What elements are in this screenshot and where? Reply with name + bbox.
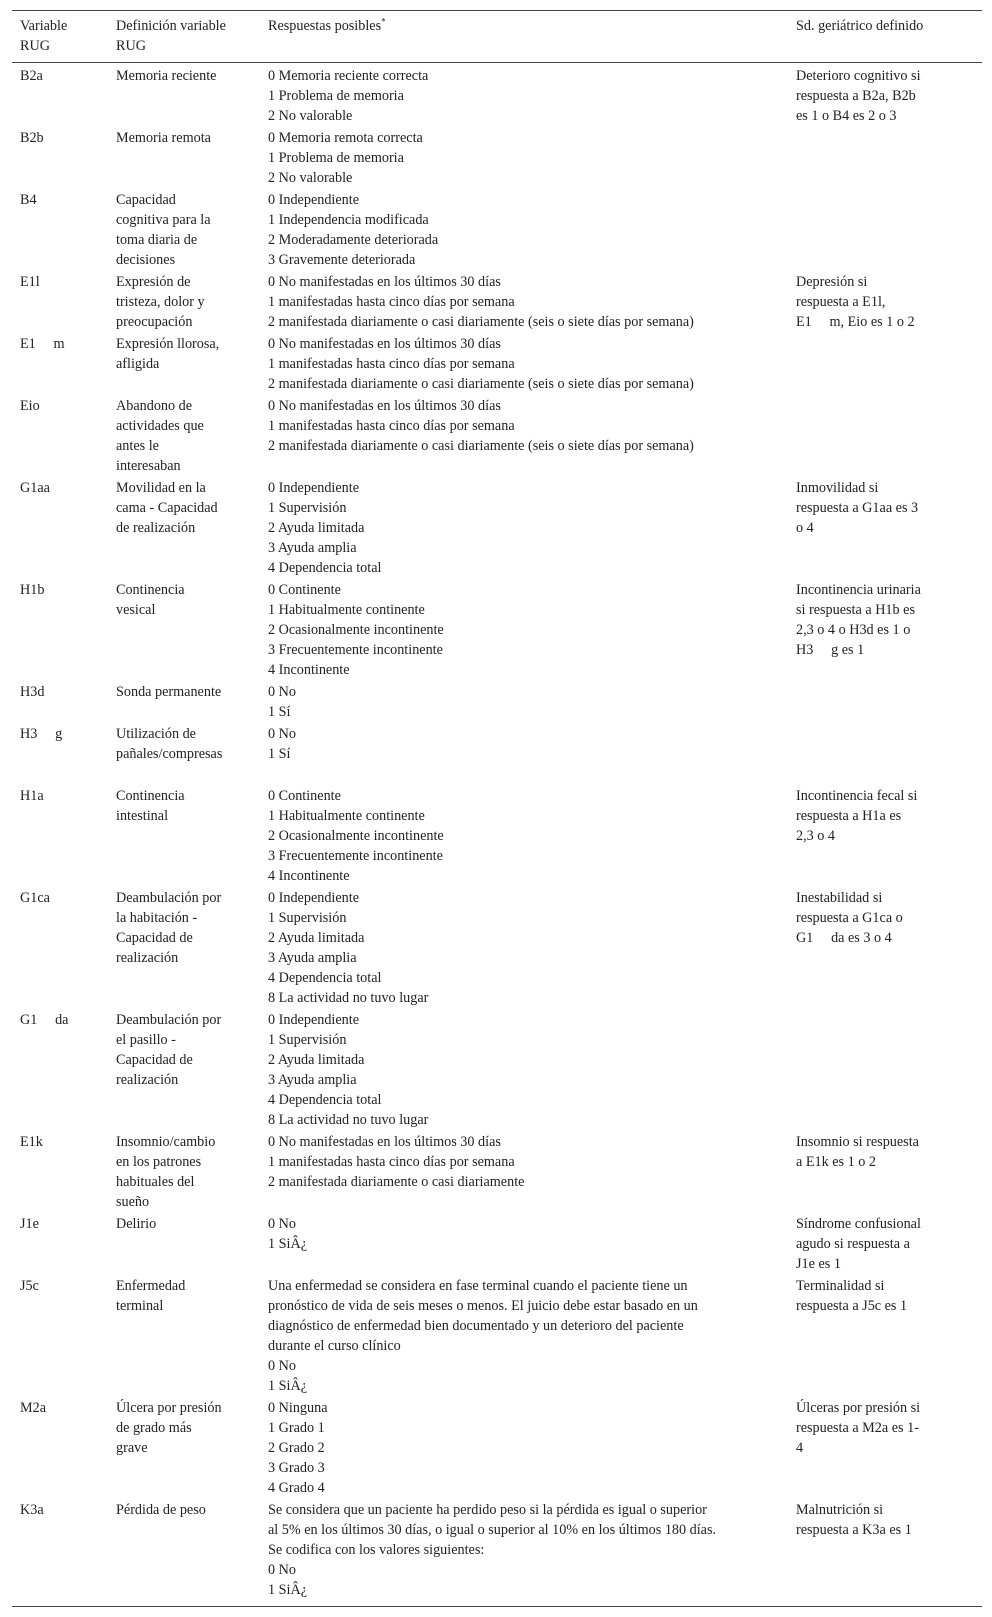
variable-definition-cell [108,333,260,395]
possible-responses-cell [260,333,788,395]
definition-line: terminal [116,1298,164,1314]
geriatric-syndrome-cell [788,1009,982,1131]
response-line: 1 SiÂ¿ [268,1378,308,1394]
rug-variables-table-container [12,10,982,1607]
syndrome-line: H3 g es 1 [796,642,865,658]
definition-line: realización [116,950,179,966]
variable-code: B4 [20,192,37,208]
variable-code-cell [12,395,108,477]
response-line: 1 Sí [268,746,291,762]
definition-line: Sonda permanente [116,684,222,700]
response-line: 1 Problema de memoria [268,88,404,104]
definition-line: Utilización de [116,726,196,742]
definition-line: Capacidad de [116,930,193,946]
response-line: 4 Grado 4 [268,1480,325,1496]
header-variable: Variable RUG [12,11,108,63]
definition-line: Deambulación por [116,1012,222,1028]
possible-responses-cell [260,271,788,333]
response-line: 0 Memoria reciente correcta [268,68,429,84]
variable-definition-cell [108,395,260,477]
definition-line: Movilidad en la [116,480,206,496]
table-row [12,1499,982,1607]
table-row [12,395,982,477]
response-line: 4 Incontinente [268,868,350,884]
variable-code-cell [12,1009,108,1131]
definition-line: de realización [116,520,196,536]
definition-line: Delirio [116,1216,157,1232]
response-line: 3 Grado 3 [268,1460,325,1476]
definition-line: Continencia [116,788,185,804]
variable-code: M2a [20,1400,47,1416]
variable-definition-cell [108,477,260,579]
syndrome-line: o 4 [796,520,814,536]
response-line: 0 Independiente [268,480,359,496]
syndrome-line: 4 [796,1440,804,1456]
variable-code-cell [12,189,108,271]
response-line: 3 Ayuda amplia [268,540,357,556]
possible-responses-cell [260,1213,788,1275]
geriatric-syndrome-cell [788,189,982,271]
response-line: 3 Gravemente deteriorada [268,252,416,268]
response-line: diagnóstico de enfermedad bien documentado y un deterioro del paciente [268,1318,684,1334]
syndrome-line: J1e es 1 [796,1256,841,1272]
response-line: 2 Ocasionalmente incontinente [268,622,444,638]
variable-code-cell [12,887,108,1009]
syndrome-line: es 1 o B4 es 2 o 3 [796,108,897,124]
geriatric-syndrome-cell [788,579,982,681]
definition-line: sueño [116,1194,150,1210]
variable-code: H3d [20,684,45,700]
response-line: 2 Ocasionalmente incontinente [268,828,444,844]
variable-code-cell [12,579,108,681]
response-line: 2 No valorable [268,108,353,124]
syndrome-line: Depresión si [796,274,868,290]
geriatric-syndrome-cell [788,477,982,579]
response-line: 0 Memoria remota correcta [268,130,423,146]
response-line: 0 Continente [268,582,341,598]
response-line: 0 No [268,684,296,700]
geriatric-syndrome-cell [788,333,982,395]
definition-line: Insomnio/cambio [116,1134,216,1150]
definition-line: cognitiva para la [116,212,211,228]
variable-code: H1a [20,788,44,804]
variable-code-cell [12,333,108,395]
variable-code-cell [12,1275,108,1397]
table-row [12,271,982,333]
header-definicion: Definición variable RUG [108,11,260,63]
syndrome-line: Inestabilidad si [796,890,883,906]
definition-line: vesical [116,602,156,618]
variable-definition-cell [108,189,260,271]
table-row [12,477,982,579]
variable-code: H1b [20,582,45,598]
response-line: Se considera que un paciente ha perdido peso si la pérdida es igual o superior [268,1502,707,1518]
response-line: 1 manifestadas hasta cinco días por semana [268,1154,515,1170]
definition-line: pañales/compresas [116,746,223,762]
geriatric-syndrome-cell [788,1275,982,1397]
syndrome-line: respuesta a G1ca o [796,910,903,926]
syndrome-line: Inmovilidad si [796,480,879,496]
response-line: 2 manifestada diariamente o casi diariamente (seis o siete días por semana) [268,314,694,330]
response-line: 2 Ayuda limitada [268,930,365,946]
syndrome-line: Terminalidad si [796,1278,885,1294]
response-line: 4 Incontinente [268,662,350,678]
variable-definition-cell [108,1009,260,1131]
variable-definition-cell [108,1397,260,1499]
geriatric-syndrome-cell [788,681,982,723]
syndrome-line: Malnutrición si [796,1502,884,1518]
variable-definition-cell [108,1499,260,1607]
response-line: pronóstico de vida de seis meses o menos. El juicio debe estar basado en un [268,1298,698,1314]
response-line: Se codifica con los valores siguientes: [268,1542,485,1558]
syndrome-line: Úlceras por presión si [796,1400,921,1416]
rug-variables-table [12,10,982,1607]
response-line: 1 Habitualmente continente [268,602,425,618]
variable-code-cell [12,681,108,723]
response-line: Una enfermedad se considera en fase terminal cuando el paciente tiene un [268,1278,688,1294]
variable-code-cell [12,63,108,128]
definition-line: Deambulación por [116,890,222,906]
response-line: 3 Frecuentemente incontinente [268,642,443,658]
definition-line: cama - Capacidad [116,500,218,516]
response-line: 1 SiÂ¿ [268,1236,308,1252]
variable-code-cell [12,1499,108,1607]
table-row [12,1213,982,1275]
syndrome-line: G1 da es 3 o 4 [796,930,892,946]
table-row [12,723,982,785]
response-line: 1 Sí [268,704,291,720]
response-line: 3 Ayuda amplia [268,1072,357,1088]
response-line: 0 Independiente [268,192,359,208]
response-line: 0 Ninguna [268,1400,328,1416]
definition-line: Úlcera por presión [116,1400,222,1416]
possible-responses-cell [260,395,788,477]
response-line: 1 Grado 1 [268,1420,325,1436]
variable-code: J1e [20,1216,39,1232]
response-line: 2 manifestada diariamente o casi diariamente [268,1174,525,1190]
response-line: 1 SiÂ¿ [268,1582,308,1598]
response-line: 1 manifestadas hasta cinco días por semana [268,356,515,372]
possible-responses-cell [260,1397,788,1499]
syndrome-line: Incontinencia urinaria [796,582,921,598]
variable-code-cell [12,1213,108,1275]
response-line: 0 No manifestadas en los últimos 30 días [268,1134,501,1150]
response-line: 4 Dependencia total [268,560,382,576]
response-line: 8 La actividad no tuvo lugar [268,1112,429,1128]
syndrome-line: respuesta a M2a es 1- [796,1420,919,1436]
definition-line: preocupación [116,314,193,330]
response-line: 2 No valorable [268,170,353,186]
table-body [12,63,982,1607]
variable-definition-cell [108,127,260,189]
response-line: 1 manifestadas hasta cinco días por semana [268,418,515,434]
table-row [12,1009,982,1131]
syndrome-line: respuesta a J5c es 1 [796,1298,908,1314]
geriatric-syndrome-cell [788,887,982,1009]
header-sindrome: Sd. geriátrico definido [788,11,982,63]
possible-responses-cell [260,723,788,785]
response-line: al 5% en los últimos 30 días, o igual o superior al 10% en los últimos 180 días. [268,1522,717,1538]
table-row [12,189,982,271]
table-row [12,1397,982,1499]
syndrome-line: Incontinencia fecal si [796,788,918,804]
definition-line: intestinal [116,808,169,824]
definition-line: afligida [116,356,160,372]
syndrome-line: respuesta a K3a es 1 [796,1522,912,1538]
variable-definition-cell [108,1275,260,1397]
possible-responses-cell [260,579,788,681]
response-line: 2 Grado 2 [268,1440,325,1456]
variable-definition-cell [108,579,260,681]
geriatric-syndrome-cell [788,1213,982,1275]
response-line: 1 Independencia modificada [268,212,429,228]
table-row [12,127,982,189]
table-row [12,63,982,128]
response-line: 2 Moderadamente deteriorada [268,232,439,248]
variable-code: G1ca [20,890,50,906]
definition-line: habituales del [116,1174,195,1190]
response-line: 1 Problema de memoria [268,150,404,166]
variable-definition-cell [108,723,260,785]
geriatric-syndrome-cell [788,723,982,785]
geriatric-syndrome-cell [788,785,982,887]
definition-line: toma diaria de [116,232,198,248]
possible-responses-cell [260,1131,788,1213]
table-row [12,681,982,723]
variable-code-cell [12,785,108,887]
response-line: 2 Ayuda limitada [268,1052,365,1068]
variable-definition-cell [108,63,260,128]
table-row [12,1131,982,1213]
syndrome-line: Síndrome confusional [796,1216,921,1232]
response-line: 8 La actividad no tuvo lugar [268,990,429,1006]
possible-responses-cell [260,189,788,271]
variable-code: G1aa [20,480,50,496]
variable-code: K3a [20,1502,44,1518]
header-respuestas: Respuestas posibles* [260,11,788,63]
geriatric-syndrome-cell [788,395,982,477]
definition-line: Memoria reciente [116,68,217,84]
variable-code: J5c [20,1278,39,1294]
response-line: 0 No [268,1216,296,1232]
syndrome-line: respuesta a G1aa es 3 [796,500,919,516]
geriatric-syndrome-cell [788,127,982,189]
definition-line: Memoria remota [116,130,211,146]
variable-code: E1k [20,1134,43,1150]
table-row [12,785,982,887]
variable-code: Eio [20,398,40,414]
definition-line: Expresión de [116,274,191,290]
variable-definition-cell [108,271,260,333]
syndrome-line: E1 m, Eio es 1 o 2 [796,314,915,330]
possible-responses-cell [260,785,788,887]
definition-line: el pasillo - [116,1032,176,1048]
variable-code-cell [12,127,108,189]
variable-code: H3 g [20,726,63,742]
definition-line: Enfermedad [116,1278,186,1294]
footnote-mark: * [381,16,386,27]
response-line: 1 Supervisión [268,1032,347,1048]
syndrome-line: respuesta a H1a es [796,808,902,824]
header-row [12,11,982,63]
definition-line: Capacidad de [116,1052,193,1068]
syndrome-line: 2,3 o 4 [796,828,836,844]
variable-code-cell [12,1131,108,1213]
response-line: 4 Dependencia total [268,1092,382,1108]
variable-code: B2b [20,130,44,146]
response-line: 1 Supervisión [268,500,347,516]
syndrome-line: respuesta a E1l, [796,294,886,310]
variable-code: E1l [20,274,40,290]
syndrome-line: respuesta a B2a, B2b [796,88,916,104]
variable-code-cell [12,723,108,785]
geriatric-syndrome-cell [788,1131,982,1213]
response-line: 3 Frecuentemente incontinente [268,848,443,864]
response-line: 0 Independiente [268,1012,359,1028]
geriatric-syndrome-cell [788,63,982,128]
response-line: 3 Ayuda amplia [268,950,357,966]
definition-line: Pérdida de peso [116,1502,206,1518]
response-line: 2 Ayuda limitada [268,520,365,536]
possible-responses-cell [260,1499,788,1607]
response-line: 0 No manifestadas en los últimos 30 días [268,274,501,290]
variable-code: G1 da [20,1012,69,1028]
syndrome-line: Insomnio si respuesta [796,1134,919,1150]
response-line: 0 Continente [268,788,341,804]
definition-line: Abandono de [116,398,193,414]
syndrome-line: agudo si respuesta a [796,1236,910,1252]
table-row [12,887,982,1009]
response-line: 4 Dependencia total [268,970,382,986]
definition-line: grave [116,1440,148,1456]
response-line: durante el curso clínico [268,1338,401,1354]
syndrome-line: si respuesta a H1b es [796,602,915,618]
variable-definition-cell [108,785,260,887]
variable-code-cell [12,271,108,333]
response-line: 0 No manifestadas en los últimos 30 días [268,336,501,352]
definition-line: de grado más [116,1420,192,1436]
variable-definition-cell [108,887,260,1009]
definition-line: decisiones [116,252,176,268]
geriatric-syndrome-cell [788,1499,982,1607]
possible-responses-cell [260,887,788,1009]
definition-line: tristeza, dolor y [116,294,205,310]
variable-code-cell [12,1397,108,1499]
response-line: 0 Independiente [268,890,359,906]
definition-line: realización [116,1072,179,1088]
variable-definition-cell [108,681,260,723]
possible-responses-cell [260,1009,788,1131]
definition-line: la habitación - [116,910,198,926]
table-row [12,333,982,395]
definition-line: Capacidad [116,192,176,208]
syndrome-line: 2,3 o 4 o H3d es 1 o [796,622,911,638]
response-line: 1 Habitualmente continente [268,808,425,824]
syndrome-line: a E1k es 1 o 2 [796,1154,876,1170]
table-header [12,11,982,63]
definition-line: interesaban [116,458,181,474]
geriatric-syndrome-cell [788,271,982,333]
response-line: 2 manifestada diariamente o casi diariamente (seis o siete días por semana) [268,376,694,392]
table-row [12,1275,982,1397]
definition-line: en los patrones [116,1154,202,1170]
syndrome-line: Deterioro cognitivo si [796,68,921,84]
response-line: 1 manifestadas hasta cinco días por semana [268,294,515,310]
variable-code: E1 m [20,336,65,352]
variable-definition-cell [108,1213,260,1275]
definition-line: Expresión llorosa, [116,336,220,352]
definition-line: antes le [116,438,159,454]
response-line: 1 Supervisión [268,910,347,926]
response-line: 0 No [268,726,296,742]
response-line: 0 No [268,1562,296,1578]
response-line: 0 No manifestadas en los últimos 30 días [268,398,501,414]
variable-code: B2a [20,68,43,84]
response-line: 0 No [268,1358,296,1374]
possible-responses-cell [260,681,788,723]
variable-code-cell [12,477,108,579]
possible-responses-cell [260,1275,788,1397]
possible-responses-cell [260,127,788,189]
definition-line: actividades que [116,418,204,434]
definition-line: Continencia [116,582,185,598]
geriatric-syndrome-cell [788,1397,982,1499]
response-line: 2 manifestada diariamente o casi diariamente (seis o siete días por semana) [268,438,694,454]
table-row [12,579,982,681]
variable-definition-cell [108,1131,260,1213]
possible-responses-cell [260,477,788,579]
possible-responses-cell [260,63,788,128]
